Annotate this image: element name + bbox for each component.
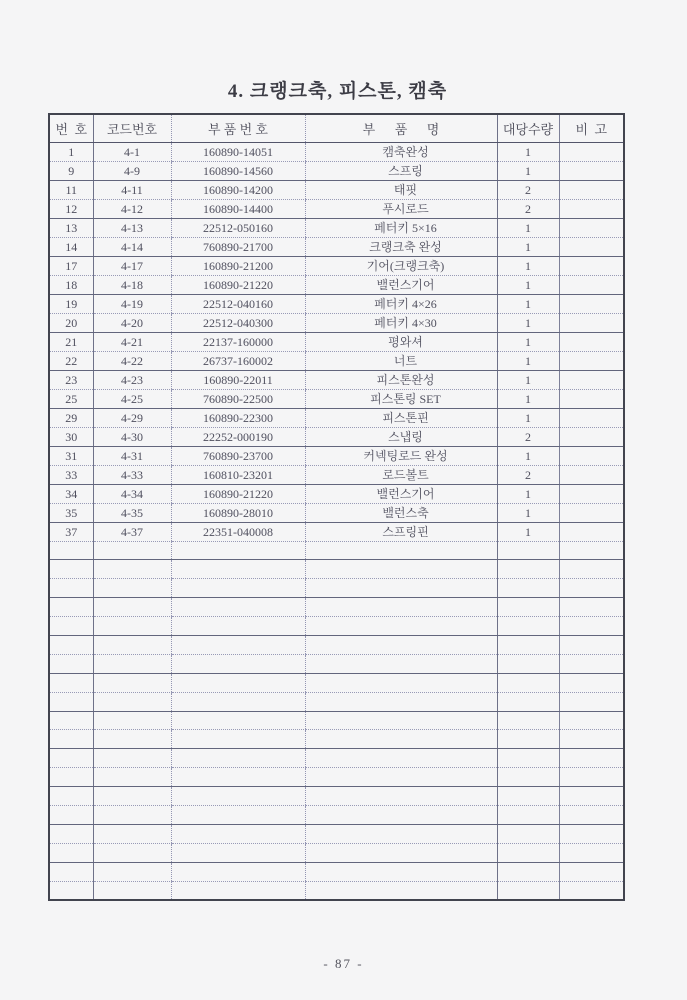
cell-note xyxy=(559,446,624,465)
page-number: - 87 - xyxy=(323,956,364,971)
cell-note xyxy=(559,256,624,275)
cell-qty: 1 xyxy=(497,256,559,275)
cell-note xyxy=(559,768,624,787)
cell-qty: 1 xyxy=(497,522,559,541)
cell-note xyxy=(559,389,624,408)
cell-code xyxy=(93,673,171,692)
cell-no xyxy=(49,843,93,862)
cell-name: 스프링 xyxy=(305,161,497,180)
cell-no xyxy=(49,768,93,787)
cell-part-no: 160890-14200 xyxy=(171,180,305,199)
cell-name: 밸런스축 xyxy=(305,503,497,522)
cell-note xyxy=(559,237,624,256)
cell-no: 35 xyxy=(49,503,93,522)
cell-code xyxy=(93,598,171,617)
cell-part-no: 160810-23201 xyxy=(171,465,305,484)
table-row xyxy=(49,522,624,541)
empty-table-row xyxy=(49,692,624,711)
cell-code xyxy=(93,824,171,843)
cell-code xyxy=(93,881,171,900)
cell-note xyxy=(559,541,624,560)
cell-no: 18 xyxy=(49,275,93,294)
cell-qty: 1 xyxy=(497,161,559,180)
cell-qty: 1 xyxy=(497,218,559,237)
cell-code: 4-30 xyxy=(93,427,171,446)
cell-part-no xyxy=(171,843,305,862)
cell-note xyxy=(559,142,624,161)
table-row xyxy=(49,427,624,446)
cell-no: 21 xyxy=(49,332,93,351)
cell-qty: 1 xyxy=(497,332,559,351)
cell-code: 4-11 xyxy=(93,180,171,199)
cell-qty: 1 xyxy=(497,275,559,294)
cell-note xyxy=(559,503,624,522)
cell-name xyxy=(305,654,497,673)
cell-qty: 1 xyxy=(497,237,559,256)
cell-name xyxy=(305,673,497,692)
column-header: 부 품 번 호 xyxy=(171,114,305,142)
cell-code xyxy=(93,730,171,749)
cell-name xyxy=(305,579,497,598)
cell-part-no xyxy=(171,617,305,636)
cell-no xyxy=(49,560,93,579)
cell-part-no xyxy=(171,673,305,692)
empty-table-row xyxy=(49,635,624,654)
cell-name: 피스톤핀 xyxy=(305,408,497,427)
cell-code: 4-18 xyxy=(93,275,171,294)
cell-qty xyxy=(497,730,559,749)
column-header: 번 호 xyxy=(49,114,93,142)
table-row xyxy=(49,370,624,389)
cell-note xyxy=(559,465,624,484)
cell-note xyxy=(559,351,624,370)
cell-name: 기어(크랭크축) xyxy=(305,256,497,275)
cell-part-no: 160890-14400 xyxy=(171,199,305,218)
table-row xyxy=(49,484,624,503)
cell-code xyxy=(93,768,171,787)
cell-note xyxy=(559,180,624,199)
cell-part-no: 160890-14051 xyxy=(171,142,305,161)
empty-table-row xyxy=(49,843,624,862)
cell-qty: 1 xyxy=(497,503,559,522)
cell-name: 페터키 4×26 xyxy=(305,294,497,313)
empty-table-row xyxy=(49,598,624,617)
cell-qty: 1 xyxy=(497,446,559,465)
cell-name: 태핏 xyxy=(305,180,497,199)
cell-part-no: 160890-22300 xyxy=(171,408,305,427)
cell-code: 4-17 xyxy=(93,256,171,275)
cell-note xyxy=(559,275,624,294)
table-row xyxy=(49,465,624,484)
cell-no xyxy=(49,749,93,768)
cell-no xyxy=(49,692,93,711)
cell-part-no: 160890-22011 xyxy=(171,370,305,389)
empty-table-row xyxy=(49,673,624,692)
cell-note xyxy=(559,560,624,579)
empty-table-row xyxy=(49,881,624,900)
cell-no xyxy=(49,881,93,900)
cell-name xyxy=(305,787,497,806)
cell-name xyxy=(305,635,497,654)
cell-no: 34 xyxy=(49,484,93,503)
cell-note xyxy=(559,313,624,332)
cell-code: 4-34 xyxy=(93,484,171,503)
column-header: 대당수량 xyxy=(497,114,559,142)
cell-code: 4-29 xyxy=(93,408,171,427)
cell-code: 4-33 xyxy=(93,465,171,484)
cell-name xyxy=(305,560,497,579)
cell-name: 크랭크축 완성 xyxy=(305,237,497,256)
table-row xyxy=(49,351,624,370)
cell-note xyxy=(559,427,624,446)
cell-part-no xyxy=(171,749,305,768)
empty-table-row xyxy=(49,862,624,881)
cell-note xyxy=(559,617,624,636)
cell-name: 스냅링 xyxy=(305,427,497,446)
cell-code: 4-35 xyxy=(93,503,171,522)
cell-part-no xyxy=(171,805,305,824)
cell-code xyxy=(93,617,171,636)
cell-no xyxy=(49,805,93,824)
cell-note xyxy=(559,199,624,218)
empty-table-row xyxy=(49,768,624,787)
cell-code xyxy=(93,541,171,560)
cell-note xyxy=(559,484,624,503)
cell-qty xyxy=(497,824,559,843)
cell-qty: 1 xyxy=(497,313,559,332)
cell-code xyxy=(93,654,171,673)
cell-part-no: 26737-160002 xyxy=(171,351,305,370)
empty-table-row xyxy=(49,824,624,843)
table-row xyxy=(49,161,624,180)
table-row xyxy=(49,199,624,218)
cell-note xyxy=(559,749,624,768)
table-row xyxy=(49,142,624,161)
cell-qty xyxy=(497,881,559,900)
cell-name: 푸시로드 xyxy=(305,199,497,218)
cell-qty xyxy=(497,862,559,881)
cell-name xyxy=(305,730,497,749)
page-title: 4. 크랭크축, 피스톤, 캠축 xyxy=(227,81,448,102)
cell-no xyxy=(49,730,93,749)
empty-table-row xyxy=(49,749,624,768)
table-row xyxy=(49,503,624,522)
cell-code xyxy=(93,787,171,806)
cell-code xyxy=(93,805,171,824)
cell-part-no xyxy=(171,541,305,560)
cell-no: 29 xyxy=(49,408,93,427)
table-row xyxy=(49,313,624,332)
cell-no: 19 xyxy=(49,294,93,313)
cell-no: 37 xyxy=(49,522,93,541)
cell-qty xyxy=(497,541,559,560)
cell-qty xyxy=(497,787,559,806)
cell-qty xyxy=(497,711,559,730)
cell-part-no xyxy=(171,635,305,654)
cell-name: 페터키 4×30 xyxy=(305,313,497,332)
cell-part-no: 760890-22500 xyxy=(171,389,305,408)
cell-code xyxy=(93,749,171,768)
cell-qty: 1 xyxy=(497,389,559,408)
cell-name xyxy=(305,598,497,617)
cell-qty xyxy=(497,560,559,579)
cell-no xyxy=(49,579,93,598)
cell-note xyxy=(559,787,624,806)
cell-part-no xyxy=(171,598,305,617)
cell-code: 4-1 xyxy=(93,142,171,161)
cell-name: 너트 xyxy=(305,351,497,370)
cell-code: 4-31 xyxy=(93,446,171,465)
column-header: 비 고 xyxy=(559,114,624,142)
cell-code: 4-23 xyxy=(93,370,171,389)
cell-qty: 2 xyxy=(497,465,559,484)
cell-no xyxy=(49,787,93,806)
table-row xyxy=(49,218,624,237)
cell-name xyxy=(305,749,497,768)
cell-no xyxy=(49,824,93,843)
cell-code: 4-9 xyxy=(93,161,171,180)
cell-name xyxy=(305,881,497,900)
cell-part-no: 22512-040300 xyxy=(171,313,305,332)
cell-name xyxy=(305,541,497,560)
cell-part-no: 22137-160000 xyxy=(171,332,305,351)
cell-qty: 2 xyxy=(497,427,559,446)
cell-no: 9 xyxy=(49,161,93,180)
cell-qty: 1 xyxy=(497,370,559,389)
cell-qty: 1 xyxy=(497,408,559,427)
cell-qty: 1 xyxy=(497,294,559,313)
cell-note xyxy=(559,711,624,730)
cell-no xyxy=(49,635,93,654)
cell-name xyxy=(305,862,497,881)
cell-note xyxy=(559,824,624,843)
cell-part-no xyxy=(171,730,305,749)
cell-qty xyxy=(497,692,559,711)
cell-no xyxy=(49,541,93,560)
cell-code: 4-14 xyxy=(93,237,171,256)
cell-part-no: 160890-14560 xyxy=(171,161,305,180)
cell-code: 4-21 xyxy=(93,332,171,351)
empty-table-row xyxy=(49,560,624,579)
empty-table-row xyxy=(49,711,624,730)
cell-qty: 1 xyxy=(497,351,559,370)
cell-part-no xyxy=(171,881,305,900)
cell-qty xyxy=(497,673,559,692)
cell-qty xyxy=(497,805,559,824)
cell-qty xyxy=(497,654,559,673)
cell-part-no: 160890-21200 xyxy=(171,256,305,275)
cell-part-no: 760890-21700 xyxy=(171,237,305,256)
cell-no: 31 xyxy=(49,446,93,465)
cell-note xyxy=(559,161,624,180)
cell-part-no: 160890-28010 xyxy=(171,503,305,522)
table-row xyxy=(49,180,624,199)
cell-name: 커넥팅로드 완성 xyxy=(305,446,497,465)
cell-code: 4-12 xyxy=(93,199,171,218)
cell-no: 11 xyxy=(49,180,93,199)
table-header-row xyxy=(49,114,624,142)
cell-no xyxy=(49,862,93,881)
table-row xyxy=(49,256,624,275)
cell-name: 밸런스기어 xyxy=(305,484,497,503)
empty-table-row xyxy=(49,730,624,749)
cell-part-no xyxy=(171,768,305,787)
cell-no xyxy=(49,654,93,673)
cell-part-no: 22512-050160 xyxy=(171,218,305,237)
empty-table-row xyxy=(49,541,624,560)
cell-code xyxy=(93,579,171,598)
cell-qty: 2 xyxy=(497,180,559,199)
cell-part-no xyxy=(171,654,305,673)
cell-name: 평와셔 xyxy=(305,332,497,351)
cell-no xyxy=(49,598,93,617)
cell-qty xyxy=(497,635,559,654)
cell-qty: 1 xyxy=(497,142,559,161)
cell-part-no xyxy=(171,711,305,730)
cell-code: 4-37 xyxy=(93,522,171,541)
cell-code: 4-20 xyxy=(93,313,171,332)
cell-no xyxy=(49,711,93,730)
cell-code xyxy=(93,692,171,711)
empty-table-row xyxy=(49,617,624,636)
cell-code xyxy=(93,711,171,730)
table-row xyxy=(49,294,624,313)
cell-name xyxy=(305,692,497,711)
cell-code xyxy=(93,843,171,862)
cell-name xyxy=(305,711,497,730)
cell-note xyxy=(559,579,624,598)
cell-part-no: 22512-040160 xyxy=(171,294,305,313)
cell-no xyxy=(49,617,93,636)
cell-code: 4-22 xyxy=(93,351,171,370)
parts-table xyxy=(48,113,625,901)
cell-name xyxy=(305,843,497,862)
cell-no: 1 xyxy=(49,142,93,161)
table-row xyxy=(49,408,624,427)
cell-no: 25 xyxy=(49,389,93,408)
cell-note xyxy=(559,635,624,654)
cell-part-no: 160890-21220 xyxy=(171,484,305,503)
cell-name xyxy=(305,768,497,787)
cell-name: 페터키 5×16 xyxy=(305,218,497,237)
cell-no xyxy=(49,673,93,692)
cell-qty xyxy=(497,617,559,636)
cell-part-no xyxy=(171,862,305,881)
cell-qty: 2 xyxy=(497,199,559,218)
cell-note xyxy=(559,218,624,237)
cell-no: 30 xyxy=(49,427,93,446)
cell-qty: 1 xyxy=(497,484,559,503)
cell-no: 23 xyxy=(49,370,93,389)
cell-code xyxy=(93,560,171,579)
empty-table-row xyxy=(49,787,624,806)
empty-table-row xyxy=(49,805,624,824)
empty-table-row xyxy=(49,654,624,673)
cell-note xyxy=(559,332,624,351)
cell-qty xyxy=(497,768,559,787)
cell-part-no: 760890-23700 xyxy=(171,446,305,465)
cell-name: 캠축완성 xyxy=(305,142,497,161)
cell-part-no xyxy=(171,579,305,598)
cell-note xyxy=(559,730,624,749)
column-header: 코드번호 xyxy=(93,114,171,142)
cell-code: 4-25 xyxy=(93,389,171,408)
cell-name: 피스톤완성 xyxy=(305,370,497,389)
cell-part-no xyxy=(171,560,305,579)
cell-name xyxy=(305,617,497,636)
cell-qty xyxy=(497,843,559,862)
cell-note xyxy=(559,654,624,673)
table-row xyxy=(49,332,624,351)
cell-no: 13 xyxy=(49,218,93,237)
table-row xyxy=(49,237,624,256)
cell-name: 스프링핀 xyxy=(305,522,497,541)
cell-note xyxy=(559,370,624,389)
cell-name: 로드볼트 xyxy=(305,465,497,484)
cell-note xyxy=(559,522,624,541)
table-row xyxy=(49,446,624,465)
cell-part-no xyxy=(171,824,305,843)
cell-note xyxy=(559,294,624,313)
cell-name: 피스톤링 SET xyxy=(305,389,497,408)
cell-part-no: 22351-040008 xyxy=(171,522,305,541)
cell-part-no xyxy=(171,787,305,806)
cell-qty xyxy=(497,598,559,617)
cell-name xyxy=(305,824,497,843)
cell-no: 20 xyxy=(49,313,93,332)
cell-qty xyxy=(497,579,559,598)
parts-table-body xyxy=(49,142,624,900)
cell-note xyxy=(559,843,624,862)
cell-code: 4-13 xyxy=(93,218,171,237)
cell-note xyxy=(559,692,624,711)
cell-part-no xyxy=(171,692,305,711)
table-row xyxy=(49,275,624,294)
cell-note xyxy=(559,862,624,881)
cell-no: 12 xyxy=(49,199,93,218)
cell-no: 22 xyxy=(49,351,93,370)
cell-code xyxy=(93,635,171,654)
cell-code: 4-19 xyxy=(93,294,171,313)
empty-table-row xyxy=(49,579,624,598)
cell-part-no: 160890-21220 xyxy=(171,275,305,294)
cell-note xyxy=(559,881,624,900)
cell-name: 밸런스기어 xyxy=(305,275,497,294)
cell-code xyxy=(93,862,171,881)
cell-no: 17 xyxy=(49,256,93,275)
cell-qty xyxy=(497,749,559,768)
cell-note xyxy=(559,805,624,824)
cell-no: 33 xyxy=(49,465,93,484)
cell-note xyxy=(559,598,624,617)
cell-no: 14 xyxy=(49,237,93,256)
cell-note xyxy=(559,408,624,427)
table-row xyxy=(49,389,624,408)
cell-name xyxy=(305,805,497,824)
column-header: 부 품 명 xyxy=(305,114,497,142)
cell-part-no: 22252-000190 xyxy=(171,427,305,446)
cell-note xyxy=(559,673,624,692)
